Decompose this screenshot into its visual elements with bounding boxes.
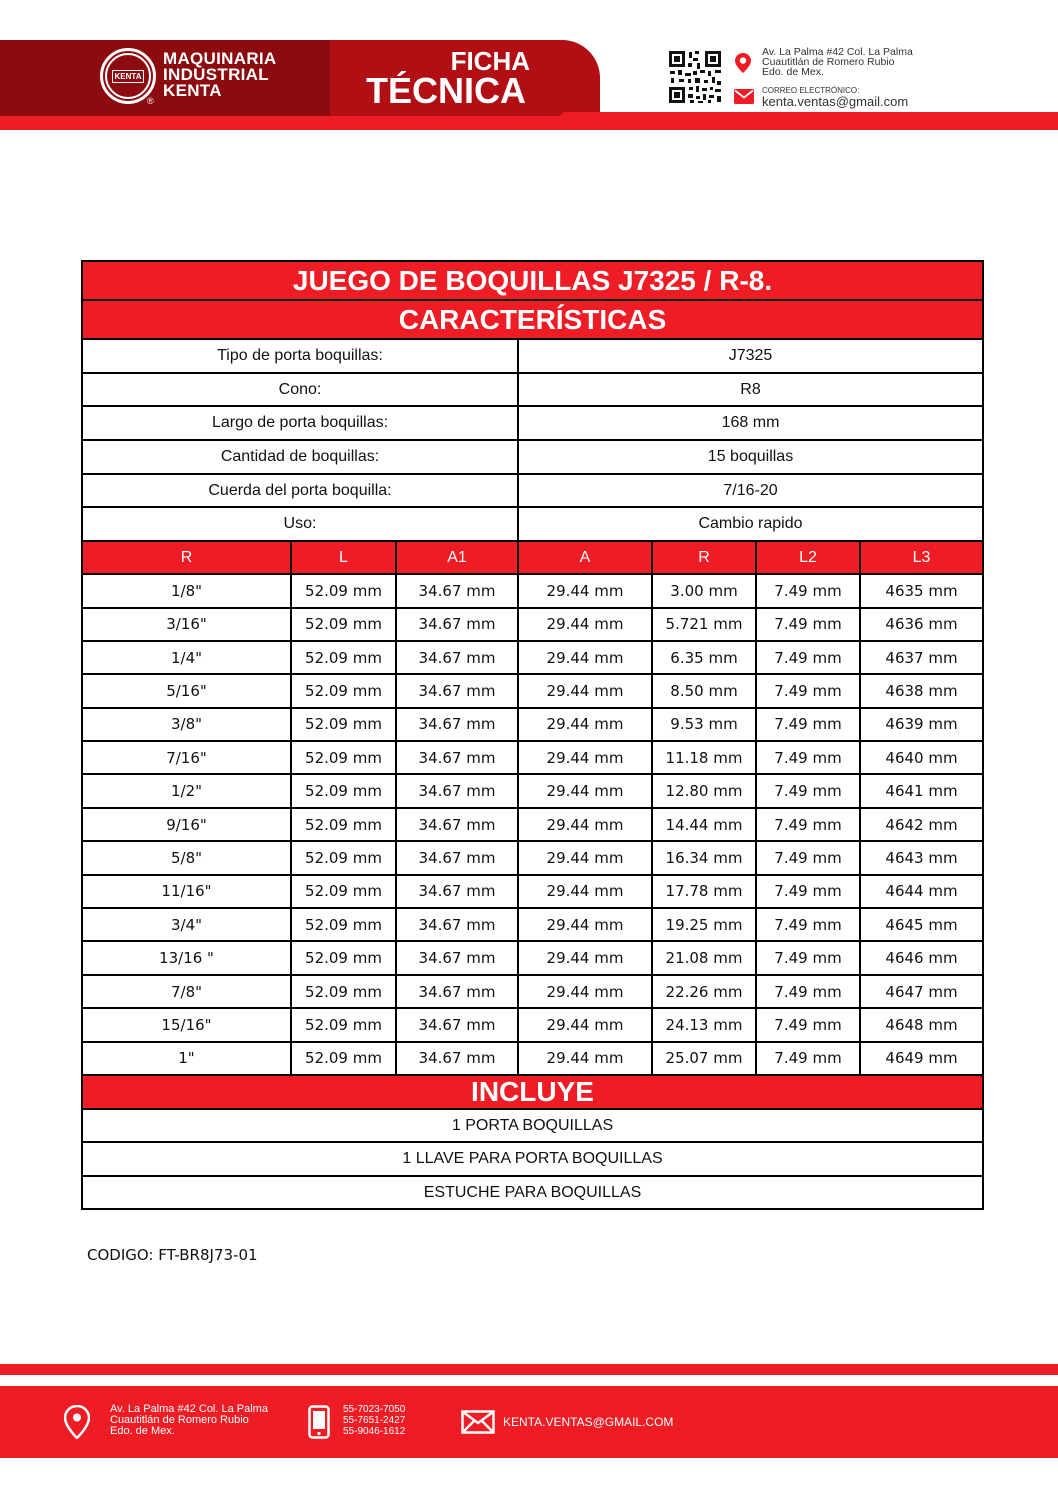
table-cell: 12.80 mm — [652, 774, 756, 807]
table-cell: 7.49 mm — [756, 774, 860, 807]
table-cell: 6.35 mm — [652, 641, 756, 674]
spec-row — [82, 373, 983, 407]
table-cell: 4635 mm — [860, 574, 983, 607]
table-cell: 3.00 mm — [652, 574, 756, 607]
table-cell: 34.67 mm — [396, 608, 518, 641]
table-cell: 52.09 mm — [291, 1008, 396, 1041]
table-cell: 7.49 mm — [756, 841, 860, 874]
table-row — [82, 841, 983, 874]
table-cell: 7.49 mm — [756, 975, 860, 1008]
table-cell: 14.44 mm — [652, 808, 756, 841]
table-cell: 5/16" — [82, 674, 291, 707]
table-cell: 5.721 mm — [652, 608, 756, 641]
table-cell: 5/8" — [82, 841, 291, 874]
spec-value: Cambio rapido — [518, 507, 983, 541]
table-cell: 3/4" — [82, 908, 291, 941]
table-cell: 29.44 mm — [518, 841, 652, 874]
table-cell: 3/8" — [82, 708, 291, 741]
spec-row — [82, 474, 983, 508]
column-header: L — [291, 541, 396, 574]
table-cell: 4641 mm — [860, 774, 983, 807]
spec-label: Tipo de porta boquillas: — [82, 339, 518, 373]
email-label: CORREO ELECTRÓNICO: — [762, 86, 860, 95]
table-row — [82, 774, 983, 807]
header-red-line — [0, 116, 1058, 130]
table-row — [82, 808, 983, 841]
table-cell: 29.44 mm — [518, 1008, 652, 1041]
header-email[interactable]: kenta.ventas@gmail.com — [762, 94, 909, 109]
table-cell: 16.34 mm — [652, 841, 756, 874]
table-cell: 11/16" — [82, 875, 291, 908]
table-cell: 34.67 mm — [396, 841, 518, 874]
spec-row — [82, 339, 983, 373]
page-header — [0, 0, 1058, 132]
table-cell: 7.49 mm — [756, 741, 860, 774]
table-cell: 34.67 mm — [396, 908, 518, 941]
table-cell: 1/2" — [82, 774, 291, 807]
table-cell: 34.67 mm — [396, 774, 518, 807]
includes-title: INCLUYE — [82, 1075, 983, 1109]
spec-label: Cono: — [82, 373, 518, 407]
table-cell: 34.67 mm — [396, 741, 518, 774]
table-cell: 4638 mm — [860, 674, 983, 707]
phone-icon — [308, 1405, 330, 1439]
table-subtitle-row — [82, 300, 983, 339]
table-cell: 7.49 mm — [756, 808, 860, 841]
table-cell: 52.09 mm — [291, 574, 396, 607]
column-header-row — [82, 541, 983, 574]
qr-code-icon — [667, 49, 723, 105]
includes-item-row — [82, 1142, 983, 1176]
spec-value: 7/16-20 — [518, 474, 983, 508]
column-header: R — [82, 541, 291, 574]
includes-item: 1 LLAVE PARA PORTA BOQUILLAS — [82, 1142, 983, 1176]
table-cell: 4636 mm — [860, 608, 983, 641]
includes-item: 1 PORTA BOQUILLAS — [82, 1109, 983, 1143]
table-cell: 3/16" — [82, 608, 291, 641]
table-cell: 4649 mm — [860, 1042, 983, 1075]
spec-row — [82, 406, 983, 440]
table-cell: 19.25 mm — [652, 908, 756, 941]
table-row — [82, 608, 983, 641]
table-cell: 9.53 mm — [652, 708, 756, 741]
table-cell: 52.09 mm — [291, 741, 396, 774]
table-cell: 34.67 mm — [396, 875, 518, 908]
table-cell: 7/8" — [82, 975, 291, 1008]
table-cell: 4648 mm — [860, 1008, 983, 1041]
location-pin-icon — [64, 1405, 90, 1439]
table-cell: 7.49 mm — [756, 641, 860, 674]
table-cell: 29.44 mm — [518, 708, 652, 741]
table-cell: 29.44 mm — [518, 608, 652, 641]
spec-value: R8 — [518, 373, 983, 407]
table-cell: 29.44 mm — [518, 641, 652, 674]
company-name: MAQUINARIA INDUSTRIAL KENTA — [163, 49, 277, 100]
spec-row — [82, 440, 983, 474]
table-row — [82, 708, 983, 741]
table-cell: 4647 mm — [860, 975, 983, 1008]
table-cell: 29.44 mm — [518, 674, 652, 707]
header-address: Av. La Palma #42 Col. La Palma Cuautitlán de Romero Rubio Edo. de Mex. — [762, 46, 913, 78]
includes-item-row — [82, 1109, 983, 1143]
table-cell: 7.49 mm — [756, 1008, 860, 1041]
table-cell: 7.49 mm — [756, 875, 860, 908]
table-cell: 52.09 mm — [291, 908, 396, 941]
spec-value: 15 boquillas — [518, 440, 983, 474]
table-cell: 29.44 mm — [518, 808, 652, 841]
document-type-title: FICHA TÉCNICA — [366, 46, 530, 111]
table-cell: 1" — [82, 1042, 291, 1075]
table-title: JUEGO DE BOQUILLAS J7325 / R-8. — [82, 261, 983, 300]
table-cell: 24.13 mm — [652, 1008, 756, 1041]
table-cell: 52.09 mm — [291, 941, 396, 974]
column-header: R — [652, 541, 756, 574]
table-cell: 29.44 mm — [518, 574, 652, 607]
table-cell: 34.67 mm — [396, 708, 518, 741]
table-cell: 29.44 mm — [518, 1042, 652, 1075]
table-cell: 25.07 mm — [652, 1042, 756, 1075]
table-cell: 29.44 mm — [518, 941, 652, 974]
table-cell: 29.44 mm — [518, 875, 652, 908]
table-cell: 52.09 mm — [291, 1042, 396, 1075]
includes-title-row — [82, 1075, 983, 1109]
column-header: A — [518, 541, 652, 574]
table-cell: 52.09 mm — [291, 841, 396, 874]
table-cell: 52.09 mm — [291, 975, 396, 1008]
table-cell: 52.09 mm — [291, 708, 396, 741]
table-cell: 13/16 " — [82, 941, 291, 974]
footer-address: Av. La Palma #42 Col. La Palma Cuautitlán de Romero Rubio Edo. de Mex. — [110, 1403, 268, 1437]
spec-label: Cantidad de boquillas: — [82, 440, 518, 474]
document-code: CODIGO: FT-BR8J73-01 — [87, 1246, 258, 1264]
table-subtitle: CARACTERÍSTICAS — [82, 300, 983, 339]
table-cell: 4640 mm — [860, 741, 983, 774]
logo-text: KENTA — [112, 70, 145, 83]
column-header: L2 — [756, 541, 860, 574]
table-cell: 34.67 mm — [396, 975, 518, 1008]
table-cell: 22.26 mm — [652, 975, 756, 1008]
table-cell: 17.78 mm — [652, 875, 756, 908]
table-cell: 1/4" — [82, 641, 291, 674]
table-title-row — [82, 261, 983, 300]
spec-label: Largo de porta boquillas: — [82, 406, 518, 440]
table-cell: 34.67 mm — [396, 941, 518, 974]
spec-label: Uso: — [82, 507, 518, 541]
table-row — [82, 1008, 983, 1041]
table-cell: 8.50 mm — [652, 674, 756, 707]
table-cell: 4644 mm — [860, 875, 983, 908]
spec-table — [81, 260, 984, 1210]
footer-phones: 55-7023-7050 55-7651-2427 55-9046-1612 — [343, 1404, 406, 1437]
table-row — [82, 875, 983, 908]
table-cell: 7/16" — [82, 741, 291, 774]
includes-item-row — [82, 1176, 983, 1210]
table-cell: 15/16" — [82, 1008, 291, 1041]
footer-email[interactable]: KENTA.VENTAS@GMAIL.COM — [503, 1415, 674, 1429]
table-row — [82, 741, 983, 774]
table-row — [82, 641, 983, 674]
table-cell: 52.09 mm — [291, 674, 396, 707]
table-cell: 34.67 mm — [396, 1008, 518, 1041]
table-cell: 29.44 mm — [518, 975, 652, 1008]
table-cell: 4643 mm — [860, 841, 983, 874]
spec-value: 168 mm — [518, 406, 983, 440]
table-cell: 7.49 mm — [756, 708, 860, 741]
table-cell: 52.09 mm — [291, 875, 396, 908]
table-cell: 7.49 mm — [756, 608, 860, 641]
table-cell: 9/16" — [82, 808, 291, 841]
table-cell: 34.67 mm — [396, 674, 518, 707]
spec-row — [82, 507, 983, 541]
location-pin-icon — [735, 53, 751, 73]
table-cell: 4646 mm — [860, 941, 983, 974]
spec-label: Cuerda del porta boquilla: — [82, 474, 518, 508]
table-cell: 7.49 mm — [756, 908, 860, 941]
table-row — [82, 574, 983, 607]
table-cell: 7.49 mm — [756, 941, 860, 974]
table-cell: 52.09 mm — [291, 608, 396, 641]
table-cell: 4639 mm — [860, 708, 983, 741]
footer-red-line — [0, 1364, 1058, 1375]
table-row — [82, 941, 983, 974]
table-cell: 7.49 mm — [756, 1042, 860, 1075]
table-row — [82, 1042, 983, 1075]
table-cell: 7.49 mm — [756, 674, 860, 707]
table-cell: 1/8" — [82, 574, 291, 607]
table-cell: 29.44 mm — [518, 908, 652, 941]
table-cell: 52.09 mm — [291, 774, 396, 807]
table-cell: 52.09 mm — [291, 808, 396, 841]
table-cell: 4637 mm — [860, 641, 983, 674]
column-header: L3 — [860, 541, 983, 574]
table-cell: 34.67 mm — [396, 1042, 518, 1075]
mail-icon — [734, 89, 754, 104]
spec-value: J7325 — [518, 339, 983, 373]
registered-mark: ® — [147, 96, 154, 106]
table-cell: 34.67 mm — [396, 574, 518, 607]
table-row — [82, 975, 983, 1008]
includes-item: ESTUCHE PARA BOQUILLAS — [82, 1176, 983, 1210]
table-cell: 21.08 mm — [652, 941, 756, 974]
table-cell: 7.49 mm — [756, 574, 860, 607]
table-row — [82, 674, 983, 707]
mail-icon — [461, 1410, 495, 1434]
table-cell: 29.44 mm — [518, 741, 652, 774]
table-cell: 4642 mm — [860, 808, 983, 841]
table-cell: 34.67 mm — [396, 808, 518, 841]
table-cell: 11.18 mm — [652, 741, 756, 774]
table-row — [82, 908, 983, 941]
table-cell: 29.44 mm — [518, 774, 652, 807]
column-header: A1 — [396, 541, 518, 574]
table-cell: 4645 mm — [860, 908, 983, 941]
table-cell: 34.67 mm — [396, 641, 518, 674]
table-cell: 52.09 mm — [291, 641, 396, 674]
